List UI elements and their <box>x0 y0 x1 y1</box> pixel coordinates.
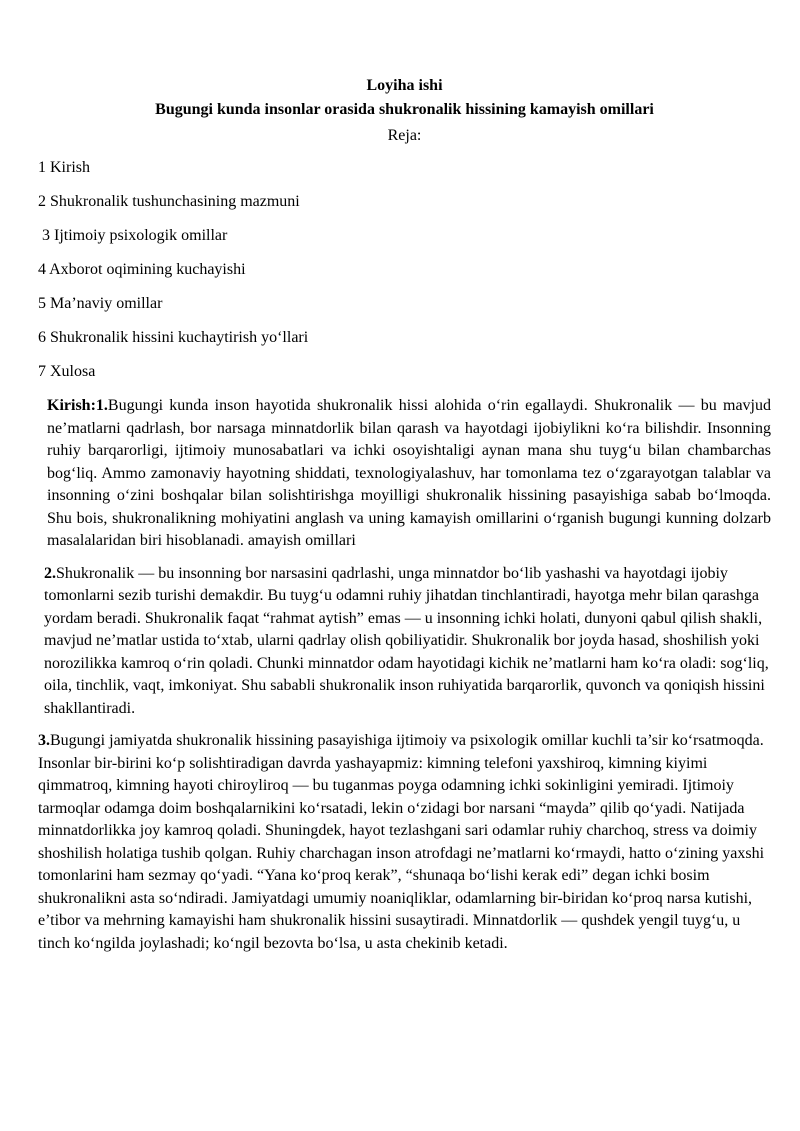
section-2-lead: 2. <box>44 564 56 582</box>
section-3-text: Bugungi jamiyatda shukronalik hissining pasayishiga ijtimoiy va psixologik omillar kuchli ta’sir ko‘rsatmoqda. Insonlar bir-birini ko‘p solishtiradigan davrda yashayapmiz: kimning telefoni yaxshiroq, kimning kiyimi qimmatroq, kimning hayoti chiroyliroq — bu tuganmas poyga odamning ichki sokinligini yemiradi. Ijtimoiy tarmoqlar odamga doim boshqalarnikini ko‘rsatadi, lekin o‘zidagi bor narsani “mayda” qilib qo‘yadi. Natijada minnatdorlikka joy kamroq qoladi. Shuningdek, hayot tezlashgani sari odamlar ruhiy charchoq, stress va doimiy shoshilish holatiga tushib qolgan. Ruhiy charchagan inson atrofdagi ne’matlarni ko‘rmaydi, hatto o‘zining yaxshi tomonlarini ham sezmay qo‘yadi. “Yana ko‘proq kerak”, “shunaqa bo‘lishi kerak edi” degan ichki bosim shukronalikni asta so‘ndiradi. Jamiyatdagi umumiy noaniqliklar, odamlarning bir-biridan ko‘proq narsa kutishi, e’tibor va mehrning kamayishi ham shukronalik hissini susaytiradi. Minnatdorlik — qushdek yengil tuyg‘u, u tinch ko‘ngilda joylashadi; ko‘ngil bezovta bo‘lsa, u asta chekinib ketadi. <box>38 732 765 952</box>
document-page <box>38 74 771 965</box>
section-intro <box>38 395 771 553</box>
plan-label: Reja: <box>387 127 422 144</box>
section-3 <box>38 730 771 955</box>
section-intro-lead: Kirish:1. <box>47 397 108 414</box>
plan-item-7: 7 Xulosa <box>38 363 96 380</box>
plan-item-6: 6 Shukronalik hissini kuchaytirish yo‘llari <box>38 329 309 346</box>
plan-item-2: 2 Shukronalik tushunchasining mazmuni <box>38 193 300 210</box>
section-3-lead: 3. <box>38 732 50 749</box>
section-2 <box>38 563 771 721</box>
document-title: Bugungi kunda insonlar orasida shukronalik hissining kamayish omillari <box>155 101 654 118</box>
plan-item-4: 4 Axborot oqimining kuchayishi <box>38 261 246 278</box>
plan-list <box>38 157 771 384</box>
document-heading: Loyiha ishi <box>366 77 443 94</box>
plan-item-3: 3 Ijtimoiy psixologik omillar <box>42 227 228 244</box>
plan-item-1: 1 Kirish <box>38 159 90 176</box>
section-intro-text: Bugungi kunda inson hayotida shukronalik hissi alohida o‘rin egallaydi. Shukronalik — bu mavjud ne’matlarni qadrlash, bor narsaga minnatdorlik bilan qarash va hayotdagi ijobiylikni ko‘ra bilishdir. Insonning ruhiy barqarorligi, ijtimoiy munosabatlari va ichki osoyishtaligi aynan mana shu tuyg‘u bilan chambarchas bog‘liq. Ammo zamonaviy hayotning shiddati, texnologiyalashuv, har tomonlama tez o‘zgarayotgan talablar va insonning o‘zini boshqalar bilan solishtirishga moyilligi shukronalik hissining pasayishiga sabab bo‘lmoqda. Shu bois, shukronalikning mohiyatini anglash va uning kamayish omillarini o‘rganish bugungi kunning dolzarb masalalaridan biri hisoblanadi. amayish omillari <box>47 397 771 549</box>
plan-item-5: 5 Ma’naviy omillar <box>38 295 163 312</box>
section-2-text: Shukronalik — bu insonning bor narsasini qadrlashi, unga minnatdor bo‘lib yashashi va hayotdagi ijobiy tomonlarni sezib turishi demakdir. Bu tuyg‘u odamni ruhiy jihatdan tinchlantiradi, hayotga mehr bilan qarashga yordam beradi. Shukronalik faqat “rahmat aytish” emas — u insonning ichki holati, dunyoni qabul qilish shakli, mavjud ne’matlar ustida to‘xtab, ularni qadrlay olish qobiliyatidir. Shukronalik bor joyda hasad, shoshilish yoki norozilikka kamroq o‘rin qoladi. Chunki minnatdor odam hayotidagi kichik ne’matlarni ham ko‘ra oladi: sog‘liq, oila, tinchlik, vaqt, imkoniyat. Shu sababli shukronalik inson ruhiyatida barqarorlik, quvonch va qoniqish hissini shakllantiradi. <box>44 564 769 717</box>
